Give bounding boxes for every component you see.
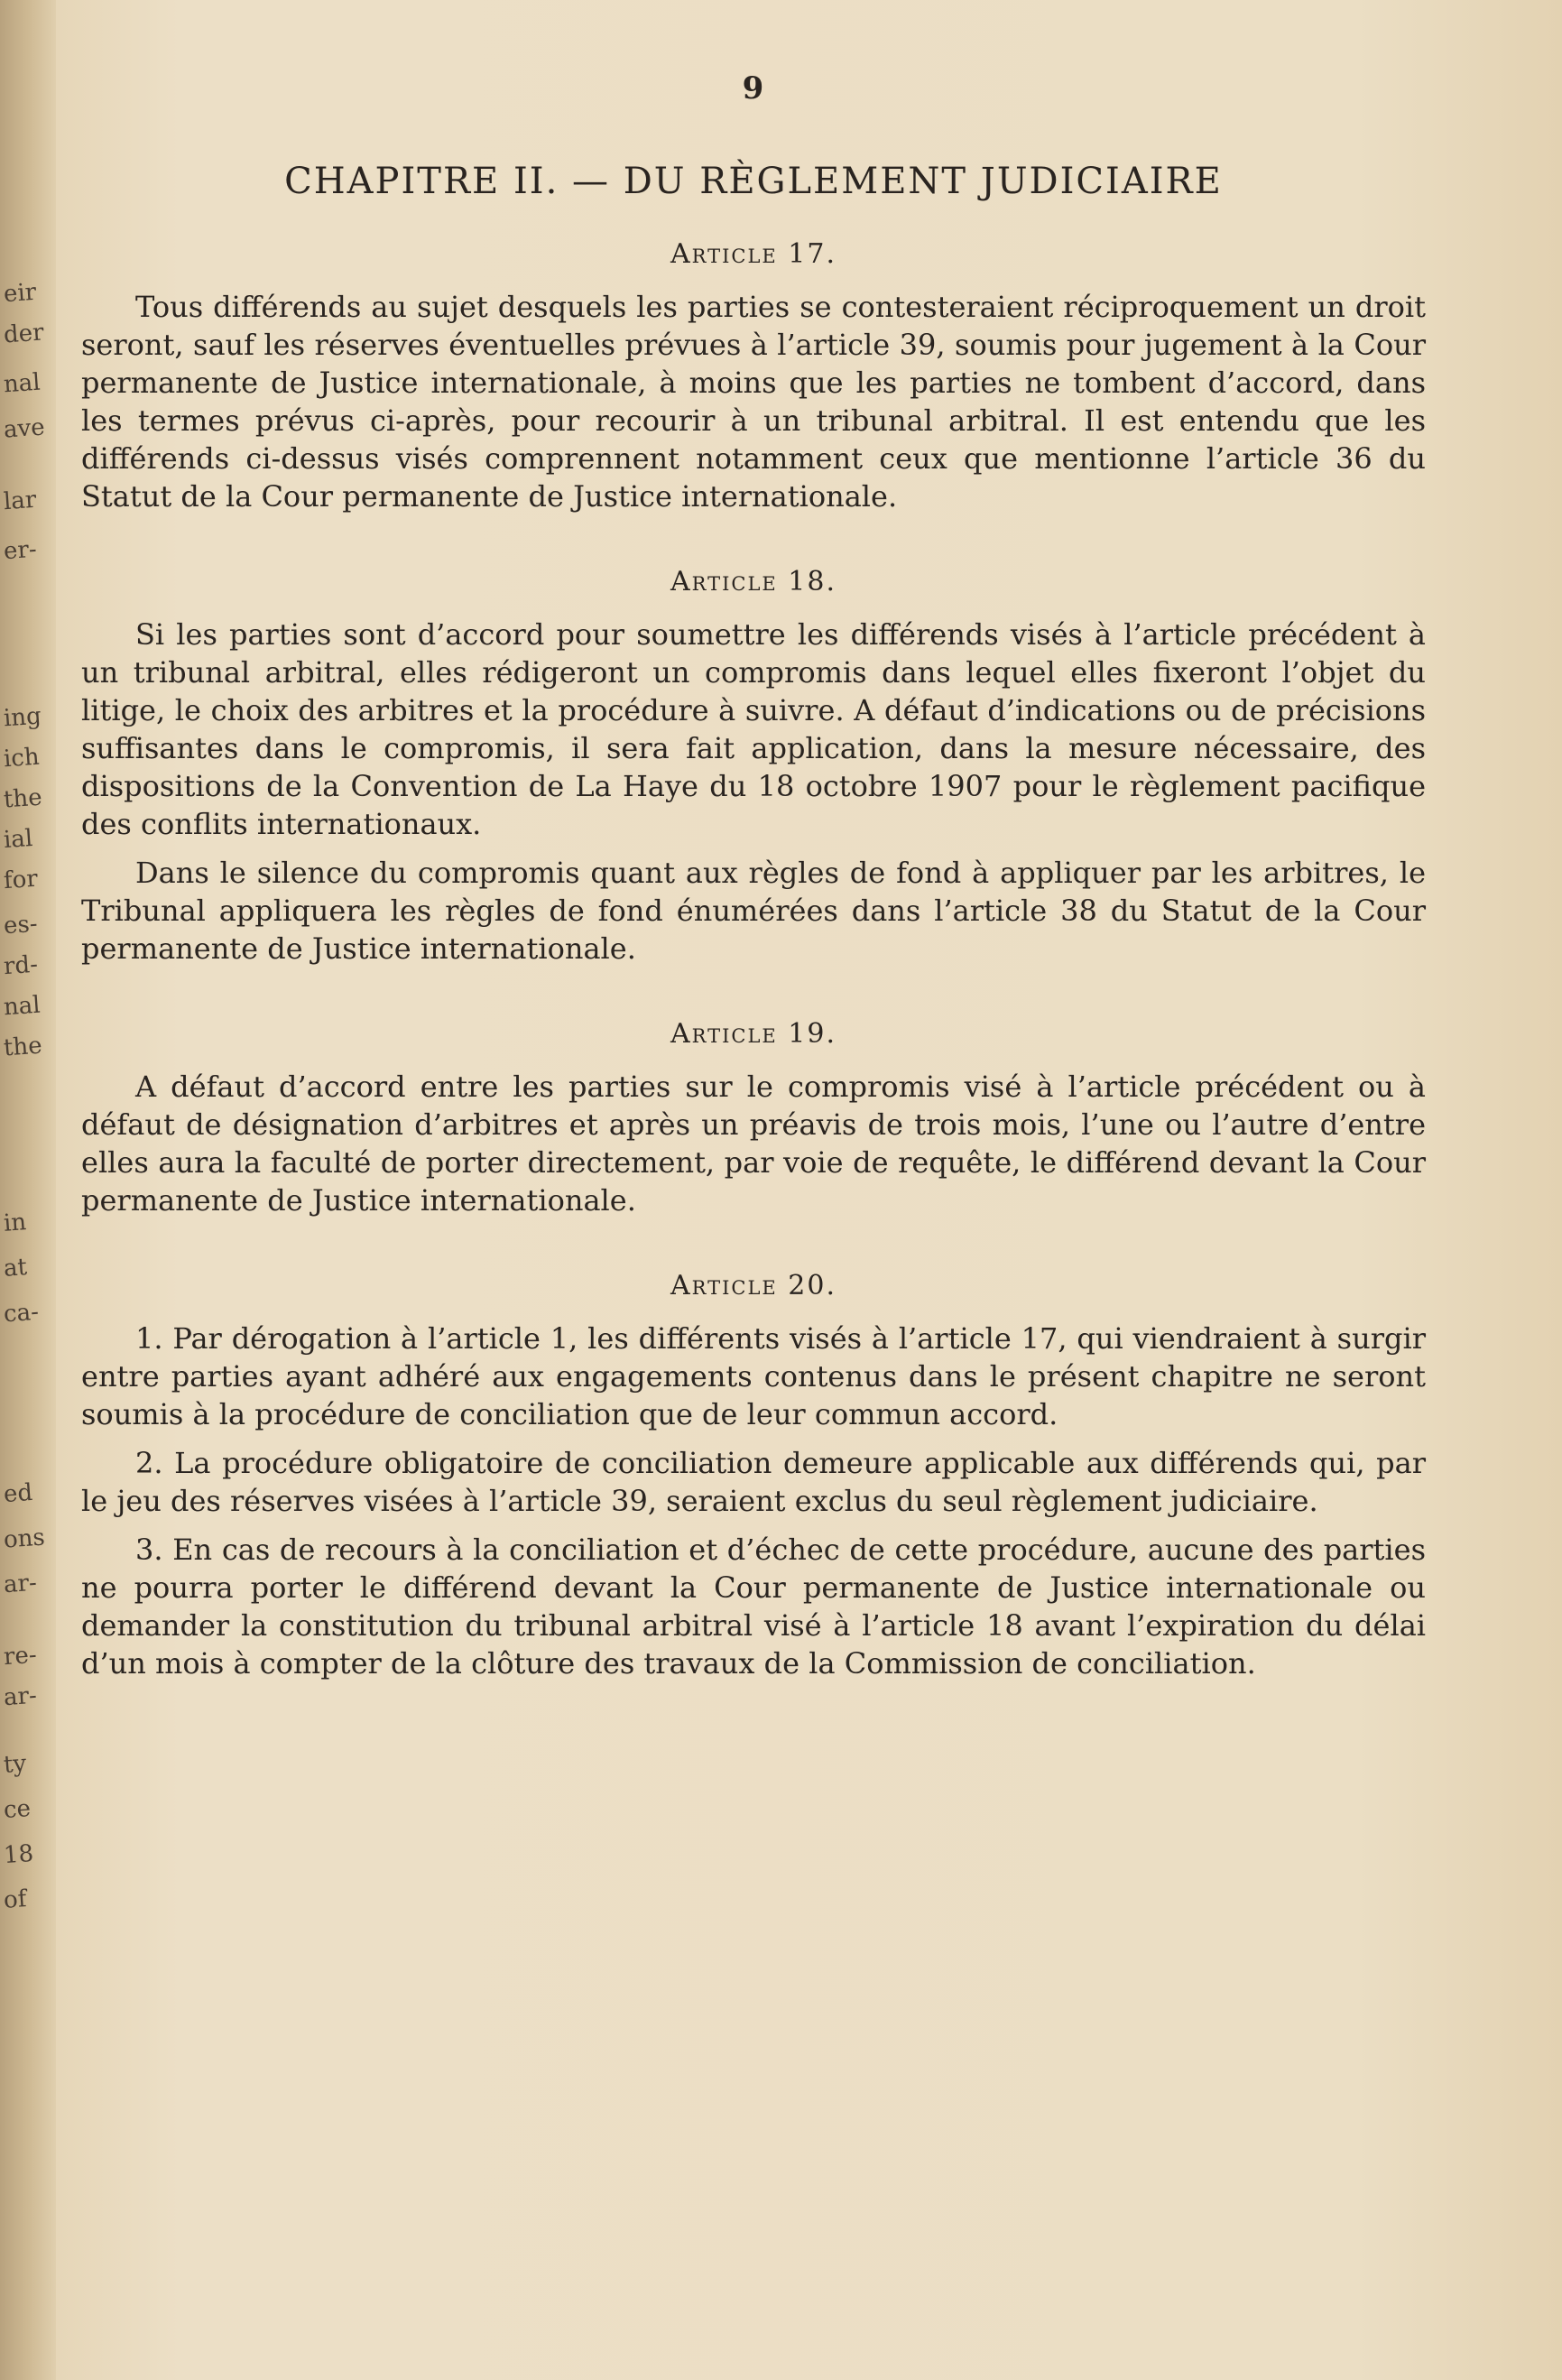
facing-page-margin-text xyxy=(0,0,51,2380)
margin-fragment: nal xyxy=(3,991,42,1022)
margin-fragment: 18 xyxy=(2,1839,35,1870)
article-paragraph: 3. En cas de recours à la conciliation et d’échec de cette procédure, aucune des parties ne pourra porter le différend devant la Cour permanente de Justice internationale ou demander la constitution du tribunal arbitral visé à l’article 18 avant l’expiration du délai d’un mois à compter de la clôture des travaux de la Commission de conciliation. xyxy=(81,1533,1426,1681)
margin-fragment: ich xyxy=(3,743,41,773)
margin-fragment: rd- xyxy=(2,950,39,981)
article-heading: Article 20. xyxy=(670,1270,836,1301)
page-number: 9 xyxy=(742,70,765,106)
article-paragraph: A défaut d’accord entre les parties sur le compromis visé à l’article précédent ou à défaut de désignation d’arbitres et après un préavis de trois mois, l’une ou l’autre d’entre elles aura la faculté de porter directement, par voie de requête, le différend devant la Cour permanente de Justice internationale. xyxy=(81,1070,1426,1218)
margin-fragment: er- xyxy=(2,535,38,566)
article-heading: Article 17. xyxy=(670,238,836,270)
margin-fragment: ial xyxy=(2,824,34,855)
article-paragraph: Dans le silence du compromis quant aux règles de fond à appliquer par les arbitres, le Tribunal appliquera les règles de fond énumérées dans l’article 38 du Statut de la Cour permanente de Justice internationale. xyxy=(81,856,1426,966)
margin-fragment: of xyxy=(2,1885,28,1914)
margin-fragment: the xyxy=(3,783,43,814)
margin-fragment: re- xyxy=(2,1641,38,1672)
article-paragraph: Si les parties sont d’accord pour soumettre les différends visés à l’article précédent à un tribunal arbitral, elles rédigeront un compromis dans lequel elles fixeront l’objet du litige, le choix des arbitres et la procédure à suivre. A défaut d’indications ou de précisions suffisantes dans le compromis, il sera fait application, dans la mesure nécessaire, des dispositions de la Convention de La Haye du 18 octobre 1907 pour le règlement pacifique des conflits internationaux. xyxy=(81,617,1426,841)
margin-fragment: ing xyxy=(3,702,42,733)
margin-fragment: in xyxy=(2,1209,28,1237)
article-20 xyxy=(81,1270,1426,1682)
margin-fragment: ar- xyxy=(2,1569,38,1599)
margin-fragment: ave xyxy=(3,413,46,444)
chapter-title: CHAPITRE II. — DU RÈGLEMENT JUDICIAIRE xyxy=(284,161,1223,202)
margin-fragment: for xyxy=(2,865,39,895)
margin-fragment: the xyxy=(3,1032,43,1062)
margin-fragment: ce xyxy=(2,1794,32,1825)
article-paragraph: 1. Par dérogation à l’article 1, les différents visés à l’article 17, qui viendraient à surgir entre parties ayant adhéré aux engagements contenus dans le présent chapitre ne seront soumis à la procédure de conciliation que de leur commun accord. xyxy=(81,1321,1426,1431)
margin-fragment: ty xyxy=(2,1750,28,1779)
article-paragraph: Tous différends au sujet desquels les parties se contesteraient réciproquement un droit seront, sauf les réserves éventuelles prévues à l’article 39, soumis pour jugement à la Cour permanente de Justice internationale, à moins que les parties ne tombent d’accord, dans les termes prévus ci-après, pour recourir à un tribunal arbitral. Il est entendu que les différends ci-dessus visés comprennent notamment ceux que mentionne l’article 36 du Statut de la Cour permanente de Justice internationale. xyxy=(81,290,1426,514)
margin-fragment: ons xyxy=(3,1523,46,1554)
article-paragraph: 2. La procédure obligatoire de conciliation demeure applicable aux différends qui, par le jeu des réserves visées à l’article 39, seraient exclus du seul règlement judiciaire. xyxy=(81,1446,1426,1518)
article-17 xyxy=(81,238,1426,515)
article-19 xyxy=(81,1018,1426,1219)
margin-fragment: nal xyxy=(3,368,42,399)
page-content xyxy=(81,54,1426,1733)
margin-fragment: der xyxy=(3,319,45,349)
margin-fragment: ed xyxy=(2,1478,34,1509)
margin-fragment: ar- xyxy=(2,1681,38,1712)
margin-fragment: es- xyxy=(2,910,39,940)
margin-fragment: eir xyxy=(2,278,38,309)
margin-fragment: at xyxy=(2,1254,28,1283)
margin-fragment: ca- xyxy=(3,1298,40,1329)
article-18 xyxy=(81,566,1426,968)
article-heading: Article 18. xyxy=(670,566,836,597)
article-heading: Article 19. xyxy=(670,1018,836,1050)
margin-fragment: lar xyxy=(2,486,38,516)
